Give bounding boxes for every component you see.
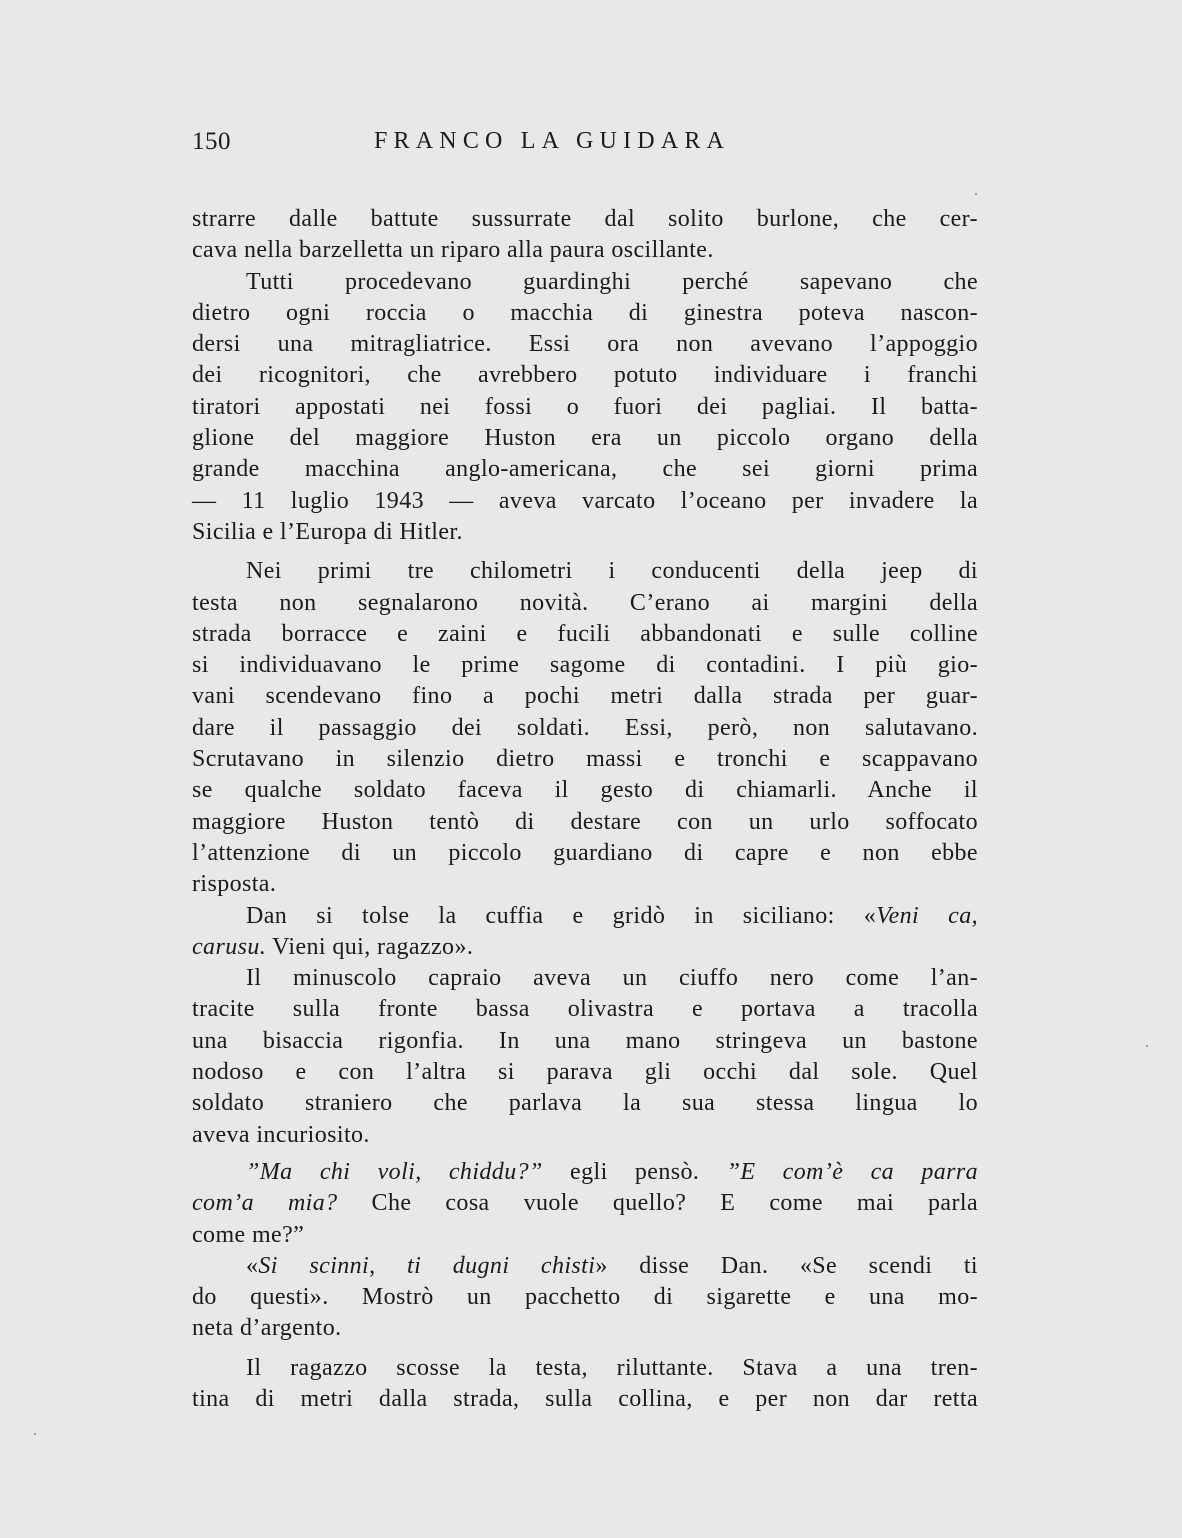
body-text [192, 204, 978, 1415]
text-line: neta d’argento. [192, 1315, 342, 1342]
text-line: Il ragazzo scosse la testa, riluttante. Stava a una tren- [246, 1354, 978, 1381]
paragraph-8 [192, 1353, 978, 1416]
text-run: Che cosa vuole quello? E come mai parla [337, 1190, 978, 1217]
text-line: dei ricognitori, che avrebbero potuto individuare i franchi [192, 362, 978, 389]
text-line: tina di metri dalla strada, sulla collina, e per non dar retta [192, 1385, 978, 1412]
paragraph-3 [192, 556, 978, 900]
page-number: 150 [192, 128, 231, 155]
text-line [192, 1188, 978, 1219]
text-line [192, 932, 978, 963]
paper-speck [34, 1433, 36, 1435]
text-line: dersi una mitragliatrice. Essi ora non avevano l’appoggio [192, 331, 978, 358]
text-line: dietro ogni roccia o macchia di ginestra poteva nascon- [192, 299, 978, 326]
text-line: grande macchina anglo-americana, che sei giorni prima [192, 456, 978, 483]
text-line: una bisaccia rigonfia. In una mano stringeva un bastone [192, 1027, 978, 1054]
text-line: dare il passaggio dei soldati. Essi, però, non salutavano. [192, 714, 978, 741]
text-line: nodoso e con l’altra si parava gli occhi dal sole. Quel [192, 1059, 978, 1086]
text-line: Tutti procedevano guardinghi perché sapevano che [246, 268, 978, 295]
text-line: Scrutavano in silenzio dietro massi e tronchi e scappavano [192, 746, 978, 773]
text-line [192, 1251, 978, 1282]
text-run: Dan si tolse la cuffia e gridò in siciliano: « [246, 902, 877, 929]
text-line: Nei primi tre chilometri i conducenti della jeep di [246, 558, 978, 585]
text-line: Il minuscolo capraio aveva un ciuffo nero come l’an- [246, 965, 978, 992]
italic-text-run: ”E com’è ca parra [726, 1158, 978, 1185]
text-run: egli pensò. [542, 1158, 727, 1185]
text-line: strarre dalle battute sussurrate dal solito burlone, che cer- [192, 206, 978, 232]
text-line: cava nella barzelletta un riparo alla paura oscillante. [192, 237, 714, 264]
running-head-author: FRANCO LA GUIDARA [374, 128, 731, 154]
text-line: aveva incuriosito. [192, 1121, 370, 1148]
paper-speck [1146, 1045, 1148, 1047]
paragraph-1 [192, 204, 978, 267]
text-line: strada borracce e zaini e fucili abbandonati e sulle colline [192, 620, 978, 647]
text-line: si individuavano le prime sagome di contadini. I più gio- [192, 652, 978, 679]
paragraph-2 [192, 267, 978, 549]
italic-text-run: carusu. [192, 933, 267, 960]
italic-text-run: ”Ma chi voli, chiddu?” [246, 1158, 543, 1185]
text-run: Vieni qui, ragazzo». [266, 933, 474, 960]
paragraph-6 [192, 1157, 978, 1251]
text-line [192, 901, 978, 932]
text-line: risposta. [192, 871, 277, 898]
italic-text-run: Veni ca, [876, 902, 978, 929]
italic-text-run: com’a mia? [192, 1190, 338, 1217]
text-line [192, 1157, 978, 1188]
italic-text-run: Si scinni, ti dugni chisti [258, 1252, 596, 1279]
page-header [192, 128, 982, 164]
text-run: » disse Dan. «Se scendi ti [595, 1252, 978, 1279]
paragraph-7 [192, 1251, 978, 1345]
text-line: se qualche soldato faceva il gesto di chiamarli. Anche il [192, 777, 978, 804]
text-line: maggiore Huston tentò di destare con un urlo soffocato [192, 808, 978, 835]
text-line: tiratori appostati nei fossi o fuori dei pagliai. Il batta- [192, 393, 978, 420]
text-line: Sicilia e l’Europa di Hitler. [192, 518, 463, 545]
text-line: come me?” [192, 1221, 305, 1248]
text-line: vani scendevano fino a pochi metri dalla strada per guar- [192, 683, 978, 710]
text-line: — 11 luglio 1943 — aveva varcato l’oceano per invadere la [192, 487, 978, 514]
text-line: soldato straniero che parlava la sua stessa lingua lo [192, 1090, 978, 1117]
text-line: do questi». Mostrò un pacchetto di sigarette e una mo- [192, 1284, 978, 1311]
paragraph-4 [192, 901, 978, 964]
text-run: « [246, 1252, 259, 1279]
text-line: testa non segnalarono novità. C’erano ai margini della [192, 589, 978, 616]
paper-speck [975, 193, 977, 195]
text-line: glione del maggiore Huston era un piccolo organo della [192, 425, 978, 452]
text-line: l’attenzione di un piccolo guardiano di capre e non ebbe [192, 839, 978, 866]
text-line: tracite sulla fronte bassa olivastra e portava a tracolla [192, 996, 978, 1023]
paragraph-5 [192, 963, 978, 1151]
